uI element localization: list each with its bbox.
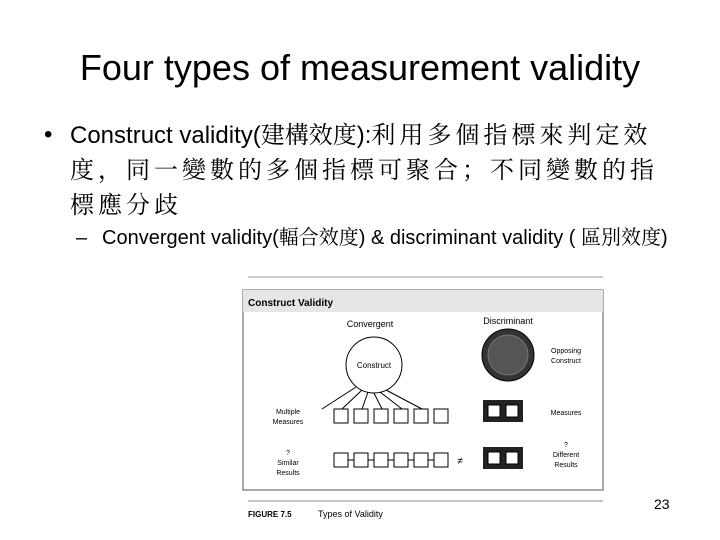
link-line: [322, 387, 356, 409]
result-box: [334, 453, 348, 467]
discriminant-measure-box: [506, 405, 518, 417]
opposing-construct-inner: [488, 335, 528, 375]
figure-caption-label: FIGURE 7.5: [248, 510, 292, 519]
not-equal-sign: ≠: [457, 456, 463, 467]
link-line: [342, 390, 362, 409]
opposing-label-1: Opposing: [551, 348, 581, 355]
measure-box: [334, 409, 348, 423]
multiple-label-2: Measures: [272, 419, 304, 426]
result-box: [354, 453, 368, 467]
similar-question: ?: [286, 450, 290, 457]
bullet-lead: Construct validity(建構效度):: [70, 122, 372, 149]
page-number: 23: [654, 496, 670, 512]
sub-bullet-text: Convergent validity(輻合效度) & discriminant validity ( 區別效度): [102, 227, 668, 249]
discriminant-result-box: [488, 452, 500, 464]
multiple-label-1: Multiple: [275, 409, 301, 416]
opposing-label-2: Construct: [551, 358, 581, 365]
link-line: [386, 390, 422, 409]
measures-label: Measures: [550, 410, 582, 417]
convergent-label: Convergent: [346, 319, 394, 329]
measure-box: [374, 409, 388, 423]
link-line: [362, 392, 368, 409]
similar-label-1: Similar: [277, 460, 299, 467]
construct-label: Construct: [356, 361, 392, 370]
link-line: [374, 393, 382, 409]
figure-header: Construct Validity: [248, 298, 334, 309]
construct-validity-figure: [238, 275, 608, 525]
different-label-2: Results: [554, 462, 578, 469]
link-line: [380, 392, 402, 409]
figure-caption-text: Types of Validity: [318, 509, 383, 519]
slide-title: Four types of measurement validity: [79, 47, 641, 88]
sub-bullet-marker: –: [76, 227, 88, 249]
discriminant-label: Discriminant: [483, 316, 533, 326]
result-box: [414, 453, 428, 467]
measure-box: [434, 409, 448, 423]
different-question: ?: [564, 442, 568, 449]
figure-diagram: [238, 275, 608, 525]
discriminant-measure-box: [488, 405, 500, 417]
bullet-text: [70, 118, 680, 223]
different-label-1: Different: [552, 452, 580, 459]
result-box: [374, 453, 388, 467]
measure-box: [414, 409, 428, 423]
bullet-body: 利用多個指標來判定效度，同一變數的多個指標可聚合；不同變數的指標應分歧: [70, 121, 658, 219]
bullet-marker: •: [44, 121, 53, 148]
result-box: [394, 453, 408, 467]
discriminant-result-box: [506, 452, 518, 464]
measure-box: [354, 409, 368, 423]
result-box: [434, 453, 448, 467]
similar-label-2: Results: [276, 470, 300, 477]
measure-box: [394, 409, 408, 423]
